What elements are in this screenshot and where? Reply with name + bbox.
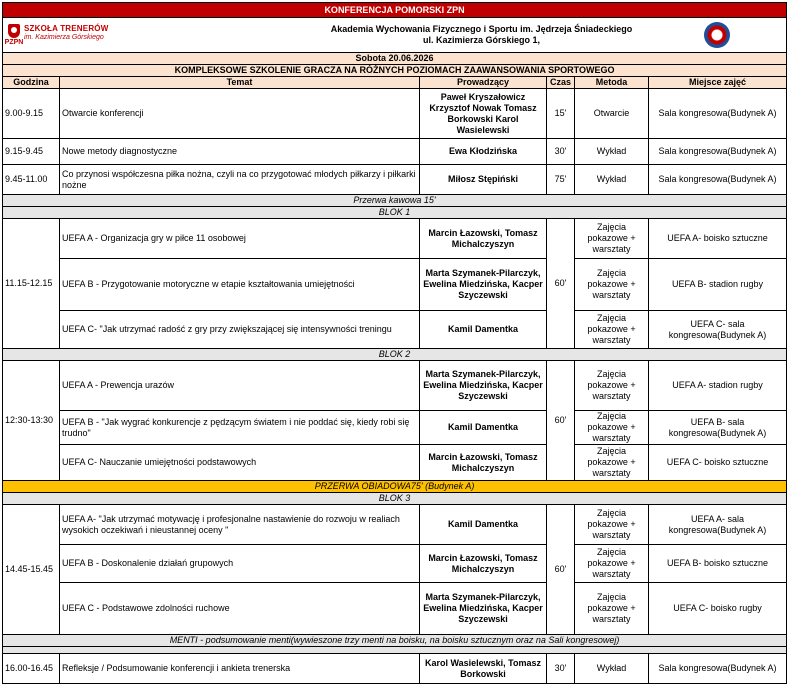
conference-title: KONFERENCJA POMORSKI ZPN [3, 3, 787, 18]
block1-label-row [3, 207, 787, 219]
block2-time: 12:30-13:30 [3, 361, 60, 481]
block1-duration: 60' [547, 219, 575, 349]
block3-duration: 60' [547, 505, 575, 635]
row-topic: UEFA B - Przygotowanie motoryczne w etapie kształtowania umiejętności [60, 259, 420, 311]
row-topic: Otwarcie konferencji [60, 89, 420, 139]
date-row [3, 53, 787, 65]
row-place: Sala kongresowa(Budynek A) [649, 139, 787, 165]
block1-label: BLOK 1 [3, 207, 787, 219]
table-row [3, 311, 787, 349]
organizer-line2: ul. Kazimierza Górskiego 1, [422, 35, 541, 45]
header-godzina: Godzina [3, 77, 60, 89]
row-presenter: Marcin Łazowski, Tomasz Michalczyszyn [420, 545, 547, 583]
row-presenter: Marta Szymanek-Pilarczyk, Ewelina Miedzińska, Kacper Szyczewski [420, 583, 547, 635]
table-row [3, 165, 787, 195]
header-metoda: Metoda [575, 77, 649, 89]
table-row [3, 89, 787, 139]
brand-line1: SZKOŁA TRENERÓW [24, 23, 109, 33]
block2-label: BLOK 2 [3, 349, 787, 361]
header-temat: Temat [60, 77, 420, 89]
block2-label-row [3, 349, 787, 361]
row-place: UEFA A- stadion rugby [649, 361, 787, 411]
row-place: UEFA B- sala kongresowa(Budynek A) [649, 411, 787, 445]
row-place: UEFA C- boisko rugby [649, 583, 787, 635]
row-duration: 30' [547, 654, 575, 684]
row-place: Sala kongresowa(Budynek A) [649, 89, 787, 139]
block3-time: 14.45-15.45 [3, 505, 60, 635]
row-presenter: Marcin Łazowski, Tomasz Michalczyszyn [420, 219, 547, 259]
row-duration: 15' [547, 89, 575, 139]
row-topic: UEFA A - Organizacja gry w piłce 11 osobowej [60, 219, 420, 259]
organizer-block [330, 18, 649, 53]
row-place: UEFA A- boisko sztuczne [649, 219, 787, 259]
row-duration: 75' [547, 165, 575, 195]
block2-duration: 60' [547, 361, 575, 481]
pzpn-logo [5, 24, 418, 47]
row-method: Wykład [575, 139, 649, 165]
table-row [3, 583, 787, 635]
row-presenter: Paweł Kryszałowicz Krzysztof Nowak Tomasz Borkowski Karol Wasielewski [420, 89, 547, 139]
table-row [3, 545, 787, 583]
row-topic: UEFA B - "Jak wygrać konkurencje z pędzącym światem i nie poddać się, kiedy robi się trudno" [60, 411, 420, 445]
row-topic: Nowe metody diagnostyczne [60, 139, 420, 165]
row-place: UEFA A- sala kongresowa(Budynek A) [649, 505, 787, 545]
spacer [3, 647, 787, 654]
lunch-break: PRZERWA OBIADOWA75' (Budynek A) [3, 481, 787, 493]
header-prowadzacy: Prowadzący [420, 77, 547, 89]
uefa-logo-icon [704, 22, 730, 48]
block3-label-row [3, 493, 787, 505]
row-place: UEFA B- boisko sztuczne [649, 545, 787, 583]
spacer-row [3, 647, 787, 654]
header-czas: Czas [547, 77, 575, 89]
schedule-sheet [2, 2, 786, 684]
organizer-row [3, 18, 787, 53]
row-time: 16.00-16.45 [3, 654, 60, 684]
row-duration: 30' [547, 139, 575, 165]
row-topic: Co przynosi współczesna piłka nożna, czyli na co przygotować młodych piłkarzy i piłkarki nożne [60, 165, 420, 195]
row-method: Zajęcia pokazowe + warsztaty [575, 259, 649, 311]
row-topic: UEFA C- Nauczanie umiejętności podstawowych [60, 445, 420, 481]
coffee-break-row [3, 195, 787, 207]
row-method: Zajęcia pokazowe + warsztaty [575, 545, 649, 583]
coffee-break: Przerwa kawowa 15' [3, 195, 787, 207]
row-presenter: Karol Wasielewski, Tomasz Borkowski [420, 654, 547, 684]
row-time: 9.00-9.15 [3, 89, 60, 139]
menti-row [3, 635, 787, 647]
schedule-table [2, 2, 787, 684]
title-row [3, 3, 787, 18]
table-row [3, 411, 787, 445]
date-line: Sobota 20.06.2026 [3, 53, 787, 65]
table-row [3, 139, 787, 165]
row-presenter: Kamil Damentka [420, 411, 547, 445]
table-row [3, 259, 787, 311]
row-method: Wykład [575, 654, 649, 684]
row-method: Zajęcia pokazowe + warsztaty [575, 219, 649, 259]
row-place: UEFA C- boisko sztuczne [649, 445, 787, 481]
row-method: Zajęcia pokazowe + warsztaty [575, 361, 649, 411]
row-presenter: Ewa Kłodzińska [420, 139, 547, 165]
row-time: 9.45-11.00 [3, 165, 60, 195]
row-presenter: Kamil Damentka [420, 505, 547, 545]
subtitle: KOMPLEKSOWE SZKOLENIE GRACZA NA RÓŻNYCH POZIOMACH ZAAWANSOWANIA SPORTOWEGO [3, 65, 787, 77]
row-method: Zajęcia pokazowe + warsztaty [575, 583, 649, 635]
menti-note: MENTI - podsumowanie menti(wywieszone trzy menti na boisku, na boisku sztucznym oraz na Sali kongresowej) [3, 635, 787, 647]
block1-time: 11.15-12.15 [3, 219, 60, 349]
row-presenter: Marta Szymanek-Pilarczyk, Ewelina Miedzińska, Kacper Szyczewski [420, 361, 547, 411]
table-row [3, 505, 787, 545]
row-place: Sala kongresowa(Budynek A) [649, 654, 787, 684]
lunch-break-row [3, 481, 787, 493]
row-topic: UEFA A - Prewencja urazów [60, 361, 420, 411]
block3-label: BLOK 3 [3, 493, 787, 505]
row-topic: UEFA B - Doskonalenie działań grupowych [60, 545, 420, 583]
row-place: UEFA C- sala kongresowa(Budynek A) [649, 311, 787, 349]
header-row [3, 77, 787, 89]
row-presenter: Miłosz Stępiński [420, 165, 547, 195]
table-row [3, 445, 787, 481]
header-miejsce: Miejsce zajęć [649, 77, 787, 89]
organizer-line1: Akademia Wychowania Fizycznego i Sportu im. Jędrzeja Śniadeckiego [330, 24, 633, 34]
row-topic: UEFA A- "Jak utrzymać motywację i profesjonalne nastawienie do rozwoju w realiach wysokich oczekiwań i nieustannej oceny " [60, 505, 420, 545]
row-method: Zajęcia pokazowe + warsztaty [575, 411, 649, 445]
pzpn-shield-icon [8, 24, 20, 38]
row-method: Zajęcia pokazowe + warsztaty [575, 505, 649, 545]
uefa-logo-cell [649, 18, 787, 53]
row-method: Zajęcia pokazowe + warsztaty [575, 311, 649, 349]
row-place: Sala kongresowa(Budynek A) [649, 165, 787, 195]
row-topic: UEFA C - Podstawowe zdolności ruchowe [60, 583, 420, 635]
row-presenter: Kamil Damentka [420, 311, 547, 349]
table-row [3, 361, 787, 411]
row-method: Wykład [575, 165, 649, 195]
row-topic: Refleksje / Podsumowanie konferencji i ankieta trenerska [60, 654, 420, 684]
row-time: 9.15-9.45 [3, 139, 60, 165]
row-method: Otwarcie [575, 89, 649, 139]
table-row [3, 654, 787, 684]
pzpn-code: PZPN [4, 38, 24, 46]
brand-line2: im. Kazimierza Górskiego [24, 33, 104, 41]
logo-cell [3, 18, 420, 53]
row-method: Zajęcia pokazowe + warsztaty [575, 445, 649, 481]
row-presenter: Marta Szymanek-Pilarczyk, Ewelina Miedzińska, Kacper Szyczewski [420, 259, 547, 311]
table-row [3, 219, 787, 259]
row-topic: UEFA C- "Jak utrzymać radość z gry przy zwiększającej się intensywności treningu [60, 311, 420, 349]
row-place: UEFA B- stadion rugby [649, 259, 787, 311]
subtitle-row [3, 65, 787, 77]
row-presenter: Marcin Łazowski, Tomasz Michalczyszyn [420, 445, 547, 481]
